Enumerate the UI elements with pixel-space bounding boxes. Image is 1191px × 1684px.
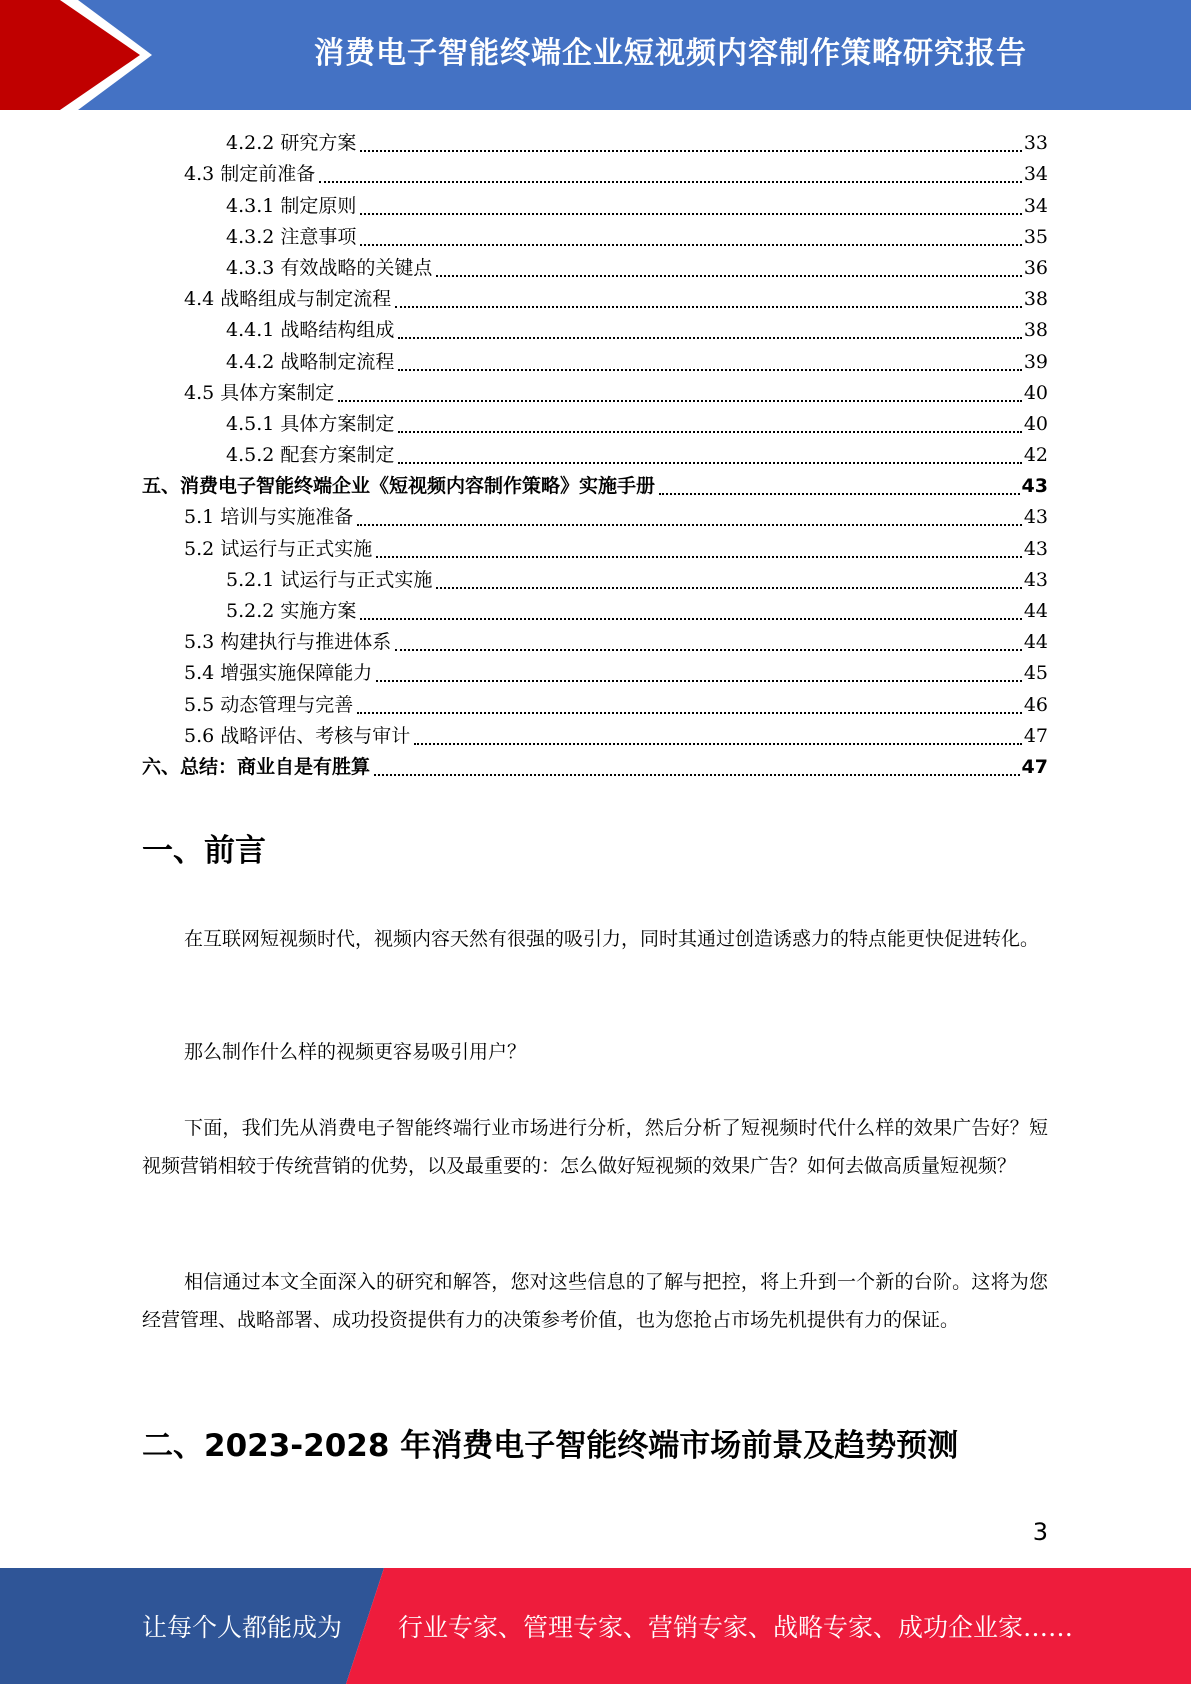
toc-dot-leader — [398, 368, 1021, 371]
toc-dot-leader — [395, 305, 1022, 308]
toc-entry-page: 43 — [1021, 475, 1048, 498]
toc-entry[interactable] — [142, 658, 1048, 689]
toc-entry[interactable] — [142, 409, 1048, 440]
toc-entry-page: 36 — [1023, 256, 1048, 279]
toc-entry-label: 5.6 战略评估、考核与审计 — [184, 724, 411, 747]
toc-entry[interactable] — [142, 471, 1048, 502]
toc-entry-page: 34 — [1023, 163, 1048, 186]
footer-banner — [0, 1568, 1191, 1684]
toc-entry-label: 4.3.2 注意事项 — [226, 225, 357, 248]
toc-entry-page: 43 — [1023, 537, 1048, 560]
toc-entry-page: 43 — [1023, 506, 1048, 529]
footer-slogan-left: 让每个人都能成为 — [142, 1613, 343, 1642]
toc-entry-page: 44 — [1023, 631, 1048, 654]
toc-entry[interactable] — [142, 315, 1048, 346]
toc-entry[interactable] — [142, 253, 1048, 284]
toc-entry[interactable] — [142, 159, 1048, 190]
toc-entry[interactable] — [142, 752, 1048, 783]
toc-dot-leader — [398, 430, 1021, 433]
toc-entry-page: 47 — [1023, 724, 1048, 747]
toc-entry[interactable] — [142, 627, 1048, 658]
toc-dot-leader — [319, 180, 1022, 183]
toc-dot-leader — [360, 243, 1021, 246]
toc-entry-label: 5.2.2 实施方案 — [226, 600, 357, 622]
toc-dot-leader — [376, 679, 1022, 682]
toc-entry[interactable] — [142, 222, 1048, 253]
toc-entry-page: 38 — [1023, 288, 1048, 311]
toc-entry-page: 46 — [1023, 693, 1048, 716]
toc-dot-leader — [374, 773, 1020, 776]
toc-entry-label: 5.2 试运行与正式实施 — [184, 537, 373, 560]
toc-entry[interactable] — [142, 502, 1048, 533]
toc-dot-leader — [436, 586, 1021, 589]
toc-entry-label: 4.4.2 战略制定流程 — [226, 350, 395, 373]
toc-dot-leader — [414, 742, 1022, 745]
toc-entry-page: 47 — [1021, 755, 1048, 778]
toc-entry[interactable] — [142, 346, 1048, 377]
table-of-contents — [142, 128, 1048, 783]
toc-dot-leader — [357, 711, 1022, 714]
toc-entry-page: 34 — [1023, 194, 1048, 217]
preface-paragraph: 在互联网短视频时代，视频内容天然有很强的吸引力，同时其通过创造诱惑力的特点能更快促进转化。 — [184, 928, 1040, 950]
toc-entry-label: 六、总结：商业自是有胜算 — [142, 755, 371, 778]
toc-entry[interactable] — [142, 533, 1048, 564]
toc-entry-label: 5.2.1 试运行与正式实施 — [226, 568, 433, 591]
toc-entry-label: 4.3.3 有效战略的关键点 — [226, 256, 433, 279]
toc-entry-page: 40 — [1023, 412, 1048, 435]
toc-dot-leader — [357, 523, 1022, 526]
toc-entry[interactable] — [142, 440, 1048, 471]
toc-entry-page: 33 — [1023, 132, 1048, 155]
toc-dot-leader — [360, 149, 1021, 152]
toc-dot-leader — [436, 274, 1021, 277]
toc-entry-label: 5.5 动态管理与完善 — [184, 693, 354, 716]
preface-paragraph: 那么制作什么样的视频更容易吸引用户？ — [184, 1041, 527, 1063]
preface-paragraph: 相信通过本文全面深入的研究和解答，您对这些信息的了解与把控，将上升到一个新的台阶。这将为您经营管理、战略部署、成功投资提供有力的决策参考价值，也为您抢占市场先机提供有力的保证。 — [142, 1271, 1048, 1331]
preface-paragraph: 下面，我们先从消费电子智能终端行业市场进行分析，然后分析了短视频时代什么样的效果广告好？短视频营销相较于传统营销的优势，以及最重要的：怎么做好短视频的效果广告？如何去做高质量短视频？ — [142, 1117, 1048, 1177]
section-heading-preface: 一、前言 — [142, 833, 266, 869]
toc-dot-leader — [360, 617, 1021, 620]
toc-entry-page: 43 — [1023, 568, 1048, 591]
toc-entry-page: 38 — [1023, 319, 1048, 342]
toc-entry[interactable] — [142, 565, 1048, 596]
toc-dot-leader — [659, 492, 1020, 495]
toc-entry-page: 40 — [1023, 381, 1048, 404]
toc-entry-label: 5.4 增强实施保障能力 — [184, 662, 373, 685]
toc-entry-label: 5.1 培训与实施准备 — [184, 506, 354, 529]
footer-slogan-right: 行业专家、管理专家、营销专家、战略专家、成功企业家…… — [398, 1613, 1074, 1642]
toc-entry-page: 42 — [1023, 444, 1048, 467]
toc-entry-label: 4.4 战略组成与制定流程 — [184, 288, 392, 311]
toc-entry[interactable] — [142, 378, 1048, 409]
toc-dot-leader — [398, 336, 1021, 339]
toc-entry-label: 4.5.2 配套方案制定 — [226, 444, 395, 467]
toc-dot-leader — [376, 555, 1022, 558]
toc-entry[interactable] — [142, 190, 1048, 221]
section-heading-market-outlook: 二、2023-2028 年消费电子智能终端市场前景及趋势预测 — [142, 1428, 959, 1464]
toc-entry-page: 44 — [1023, 600, 1048, 622]
toc-dot-leader — [338, 399, 1022, 402]
toc-entry[interactable] — [142, 689, 1048, 720]
header-banner — [0, 0, 1191, 110]
toc-entry[interactable] — [142, 128, 1048, 159]
toc-entry[interactable] — [142, 721, 1048, 752]
toc-entry-label: 4.4.1 战略结构组成 — [226, 319, 395, 342]
toc-dot-leader — [395, 648, 1022, 651]
toc-entry-label: 4.2.2 研究方案 — [226, 132, 357, 155]
toc-dot-leader — [360, 212, 1021, 215]
toc-dot-leader — [398, 461, 1021, 464]
toc-entry[interactable] — [142, 284, 1048, 315]
toc-entry-label: 五、消费电子智能终端企业《短视频内容制作策略》实施手册 — [142, 475, 656, 498]
toc-entry-label: 4.3.1 制定原则 — [226, 194, 357, 217]
report-title: 消费电子智能终端企业短视频内容制作策略研究报告 — [314, 36, 1027, 71]
toc-entry-label: 4.5 具体方案制定 — [184, 381, 335, 404]
toc-entry-label: 4.3 制定前准备 — [184, 163, 316, 186]
toc-entry-page: 39 — [1023, 350, 1048, 373]
page-number: 3 — [1032, 1518, 1048, 1546]
toc-entry-page: 35 — [1023, 225, 1048, 248]
toc-entry-label: 4.5.1 具体方案制定 — [226, 412, 395, 435]
toc-entry-page: 45 — [1023, 662, 1048, 685]
toc-entry[interactable] — [142, 596, 1048, 627]
toc-entry-label: 5.3 构建执行与推进体系 — [184, 631, 392, 654]
